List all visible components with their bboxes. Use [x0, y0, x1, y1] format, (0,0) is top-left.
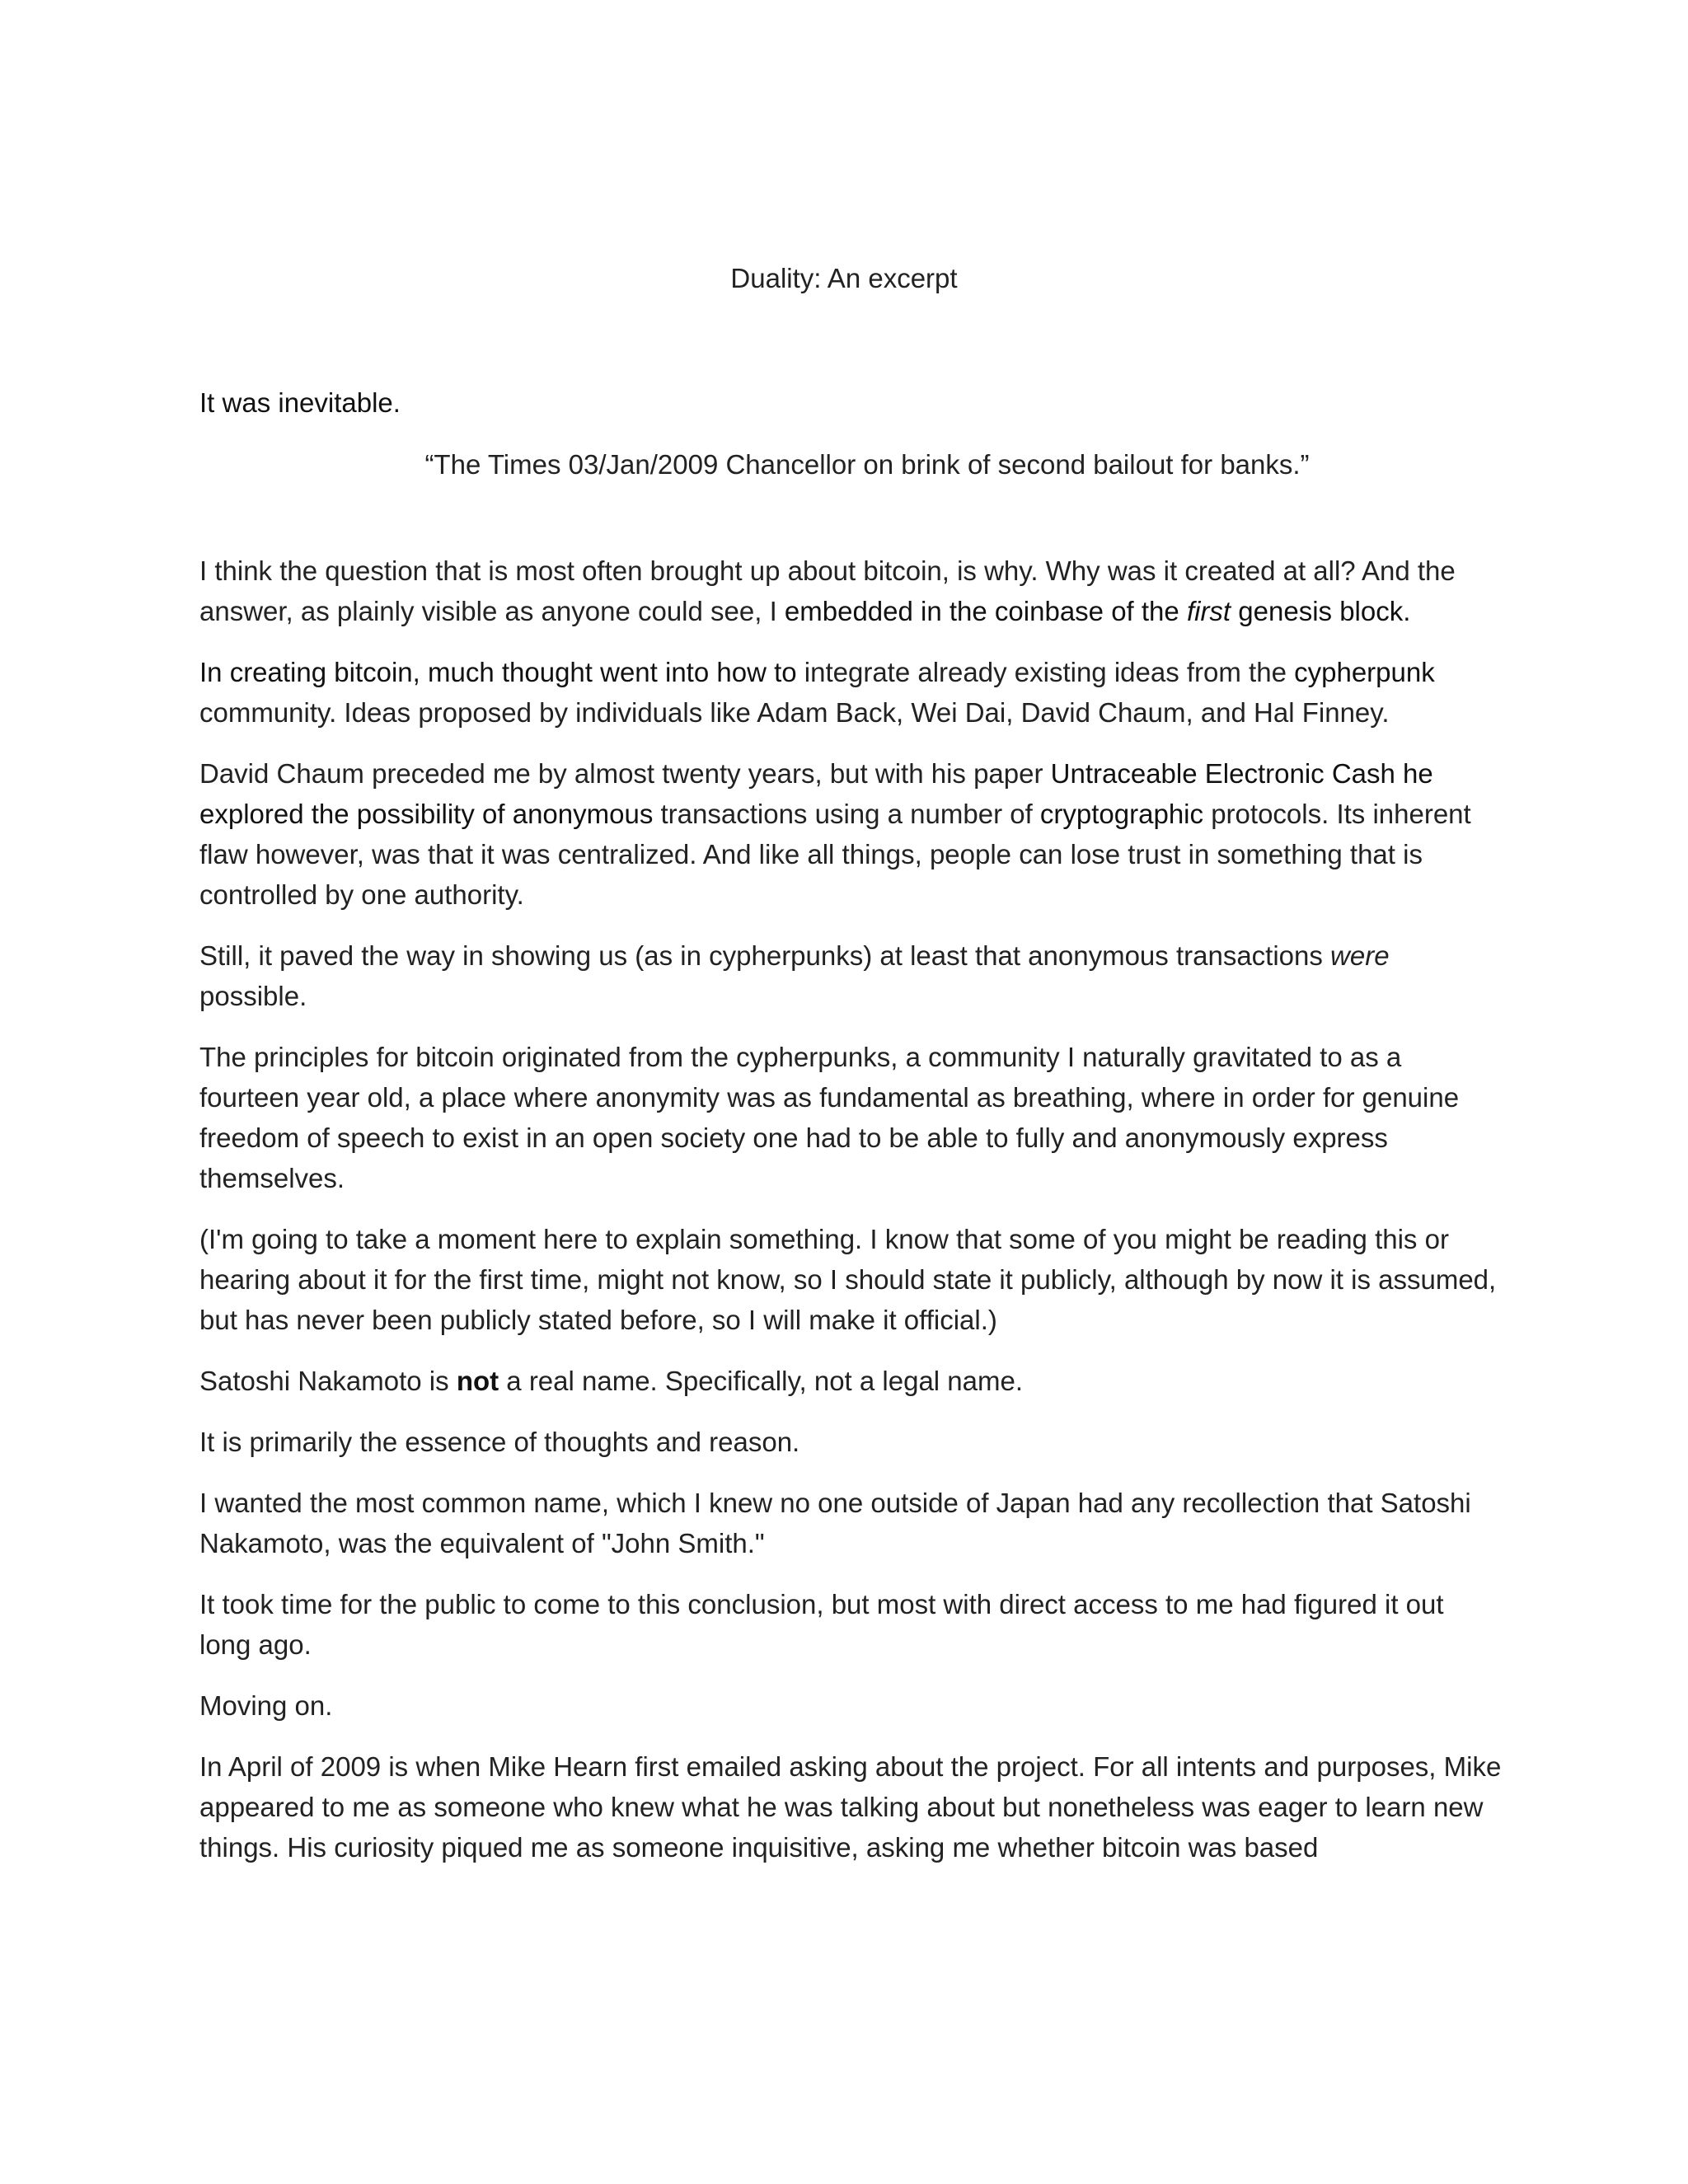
paragraph-principles: The principles for bitcoin originated from the cypherpunks, a community I naturally gravitated to as a fourteen year old, a place where anonymity was as fundamental as breathing, where in order for genuine freedom of speech to exist in an open society one had to be able to fully and anonymously express themselves.: [199, 1042, 1460, 1193]
paragraph-public-conclusion: It took time for the public to come to this conclusion, but most with direct access to me had figured it out long ago.: [199, 1589, 1444, 1660]
opening-line: It was inevitable.: [199, 387, 401, 418]
paragraph-explanation: (I'm going to take a moment here to explain something. I know that some of you might be reading this or hearing about it for the first time, might not know, so I should state it publicly, although by now it is assumed, but has never been publicly stated before, so I will make it official.): [199, 1224, 1497, 1335]
paragraph-why-bitcoin: [199, 551, 1502, 631]
paragraph-david-chaum: [199, 753, 1502, 915]
paragraph-text: cypherpunk: [1294, 657, 1435, 687]
paragraph-text: community. Ideas proposed by individuals like Adam Back, Wei Dai, David Chaum, and Hal Finney.: [199, 697, 1390, 728]
paragraph-essence: It is primarily the essence of thoughts and reason.: [199, 1427, 800, 1457]
paragraph-mike-hearn: In April of 2009 is when Mike Hearn first emailed asking about the project. For all intents and purposes, Mike appeared to me as someone who knew what he was talking about but nonetheless was eager to learn new things. His curiosity piqued me as someone inquisitive, asking me whether bitcoin was based: [199, 1751, 1502, 1863]
paragraph-text: protocols. Its inherent flaw however, was that it was centralized. And like all things, people can lose trust in something that is controlled by one authority.: [199, 799, 1471, 910]
paragraph-text: integrate already existing ideas from the: [796, 657, 1295, 687]
paragraph-text: a real name. Specifically, not a legal name.: [499, 1366, 1024, 1396]
paragraph-common-name: I wanted the most common name, which I knew no one outside of Japan had any recollection that Satoshi Nakamoto, was the equivalent of "John Smith.": [199, 1488, 1471, 1558]
paragraph-text: possible.: [199, 981, 307, 1011]
paragraph-creating-bitcoin: [199, 652, 1502, 733]
paragraph-text: Untraceable Electronic Cash he explored the possibility of anonymous: [199, 758, 1433, 829]
paragraph-paved-the-way: [199, 935, 1502, 1016]
paragraph-text: I think the question that is most often brought up about bitcoin, is why. Why was it created at all? And the answer, as plainly visible as anyone could see, I: [199, 555, 1456, 626]
paragraph-text: Still, it paved the way in showing us (as in cypherpunks) at least that anonymous transactions: [199, 940, 1331, 971]
emphasis-text: were: [1330, 940, 1390, 971]
emphasis-text: first: [1186, 596, 1231, 626]
paragraph-text: transactions using a number of: [653, 799, 1040, 829]
paragraph-text: In creating bitcoin, much thought went into how to: [199, 657, 797, 687]
paragraph-text: David Chaum preceded me by almost twenty years, but with his paper: [199, 758, 1051, 789]
document-body: [199, 382, 1502, 1888]
paragraph-text: Satoshi Nakamoto is: [199, 1366, 457, 1396]
paragraph-real-name: [199, 1361, 1502, 1401]
paragraph-text: genesis block.: [1231, 596, 1411, 626]
paragraph-moving-on: Moving on.: [199, 1690, 333, 1721]
bold-text: not: [456, 1366, 499, 1396]
paragraph-text: embedded in the coinbase of the: [784, 596, 1187, 626]
paragraph-text: cryptographic: [1039, 799, 1204, 829]
document-title: Duality: An excerpt: [730, 263, 958, 293]
times-quote: “The Times 03/Jan/2009 Chancellor on brink of second bailout for banks.”: [424, 449, 1310, 480]
